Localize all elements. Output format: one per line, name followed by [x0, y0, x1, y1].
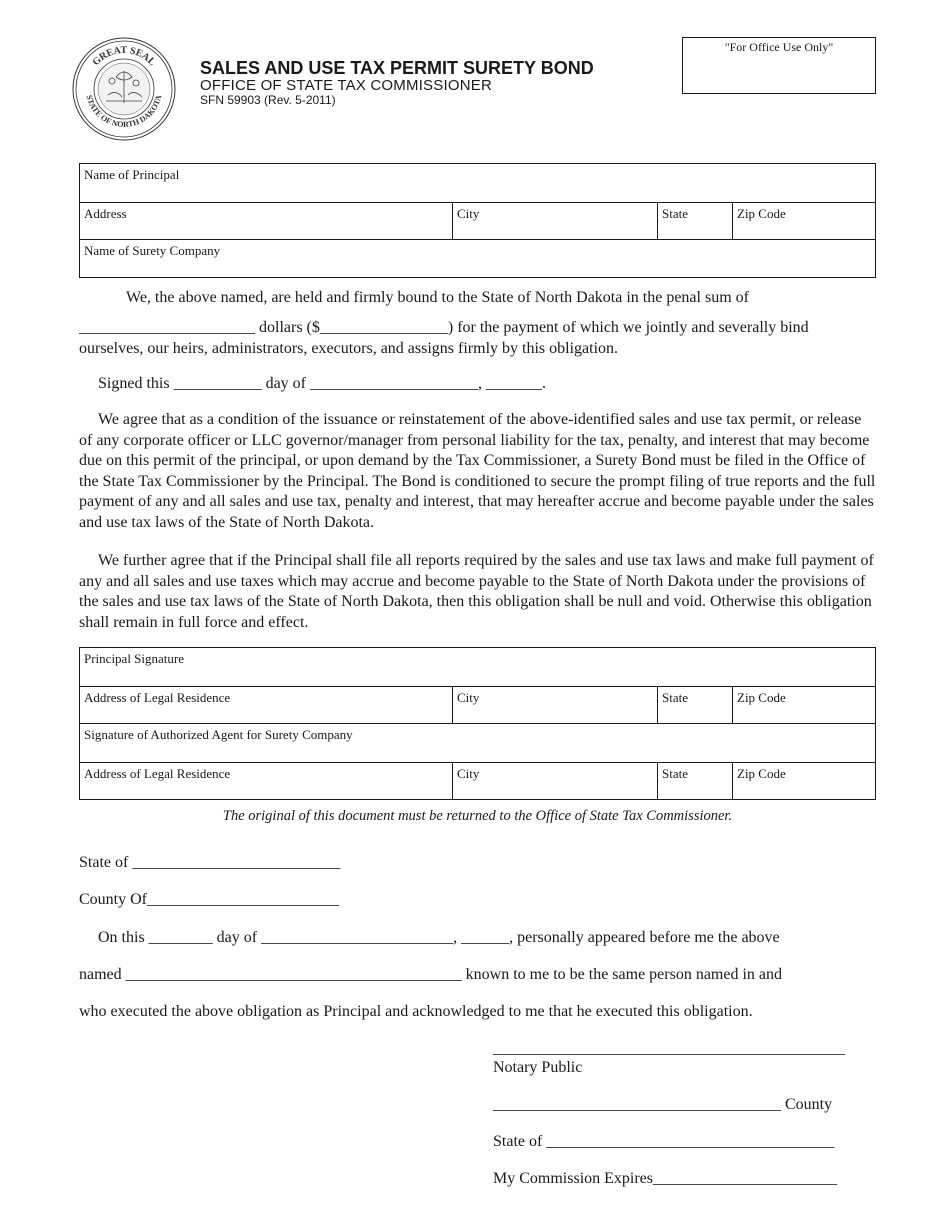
principal-address-row: [80, 203, 875, 240]
principal-signature-field[interactable]: Principal Signature: [84, 651, 185, 666]
agent-residence-row: [80, 763, 875, 800]
principal-zip-field[interactable]: Zip Code: [732, 203, 875, 239]
notary-signature-line: ____________________________________________: [493, 1040, 845, 1057]
notary-state-of-line: State of __________________________: [79, 854, 341, 871]
principal-name-field[interactable]: Name of Principal: [84, 167, 180, 182]
north-dakota-seal-icon: [72, 37, 176, 141]
surety-company-row: [80, 240, 875, 278]
heirs-line: ourselves, our heirs, administrators, executors, and assigns firmly by this obligation.: [79, 340, 619, 357]
office-use-box: [682, 37, 876, 94]
agent-signature-field[interactable]: Signature of Authorized Agent for Surety Company: [84, 727, 353, 742]
form-title: SALES AND USE TAX PERMIT SURETY BOND: [200, 58, 594, 78]
principal-address-field[interactable]: Address: [84, 206, 127, 221]
notary-on-this-line: On this ________ day of ________________________, ______, personally appeared before me the above: [98, 929, 780, 946]
condition-paragraph-text: We agree that as a condition of the issuance or reinstatement of the above-identified sales and use tax permit, or release of any corporate officer or LLC governor/manager from personal liability for the tax, penalty, and interest that may become due on this permit of the principal, or upon demand by the Tax Commissioner, a Surety Bond must be filed in the Office of the State Tax Commissioner by the Principal. The Bond is conditioned to secure the prompt filing of true reports and the full payment of any and all sales and use tax, penalty and interest, that may hereafter accrue and become payable under the sales and use tax laws of the State of North Dakota.: [79, 411, 876, 531]
penal-sum-line: ______________________ dollars ($________________) for the payment of which we jointly and severally bind: [79, 319, 809, 336]
agent-residence-address-field[interactable]: Address of Legal Residence: [84, 766, 231, 781]
condition-paragraph: [79, 410, 876, 533]
further-agreement-paragraph: [79, 551, 876, 633]
bound-statement: We, the above named, are held and firmly bound to the State of North Dakota in the penal sum of: [126, 289, 749, 306]
surety-company-field[interactable]: Name of Surety Company: [84, 243, 221, 258]
signed-date-line: Signed this ___________ day of _____________________, _______.: [98, 375, 546, 392]
principal-residence-address-field[interactable]: Address of Legal Residence: [84, 690, 231, 705]
principal-signature-row: [80, 648, 875, 687]
notary-county-line: ____________________________________ County: [493, 1096, 833, 1113]
principal-city-field[interactable]: City: [452, 203, 657, 239]
form-subtitle: OFFICE OF STATE TAX COMMISSIONER: [200, 77, 492, 94]
principal-name-row: [80, 164, 875, 203]
principal-residence-zip-field[interactable]: Zip Code: [732, 687, 875, 723]
notary-named-line: named __________________________________________ known to me to be the same person named in and: [79, 966, 783, 983]
further-agreement-text: We further agree that if the Principal shall file all reports required by the sales and use tax laws and make full payment of any and all sales and use taxes which may accrue and become payable to the State of North Dakota under the provisions of the sales and use tax laws of the State of North Dakota, then this obligation shall be null and void. Otherwise this obligation shall remain in full force and effect.: [79, 552, 874, 631]
notary-commission-line: My Commission Expires_______________________: [493, 1170, 838, 1187]
signature-table: [79, 647, 876, 800]
notary-state-line: State of ____________________________________: [493, 1133, 835, 1150]
svg-text:STATE OF NORTH DAKOTA: STATE OF NORTH DAKOTA: [84, 94, 164, 130]
agent-residence-city-field[interactable]: City: [452, 763, 657, 799]
principal-residence-state-field[interactable]: State: [657, 687, 732, 723]
principal-info-table: [79, 163, 876, 278]
form-number: SFN 59903 (Rev. 5-2011): [200, 93, 336, 107]
office-use-label: "For Office Use Only": [724, 40, 834, 54]
notary-executed-line: who executed the above obligation as Principal and acknowledged to me that he executed this obligation.: [79, 1003, 753, 1020]
svg-text:GREAT SEAL: GREAT SEAL: [90, 44, 158, 69]
principal-residence-row: [80, 687, 875, 724]
notary-county-of-line: County Of________________________: [79, 891, 339, 908]
principal-state-field[interactable]: State: [657, 203, 732, 239]
principal-residence-city-field[interactable]: City: [452, 687, 657, 723]
agent-signature-row: [80, 724, 875, 763]
notary-public-label: Notary Public: [493, 1059, 583, 1076]
return-notice: The original of this document must be returned to the Office of State Tax Commissioner.: [222, 808, 733, 824]
agent-residence-state-field[interactable]: State: [657, 763, 732, 799]
agent-residence-zip-field[interactable]: Zip Code: [732, 763, 875, 799]
